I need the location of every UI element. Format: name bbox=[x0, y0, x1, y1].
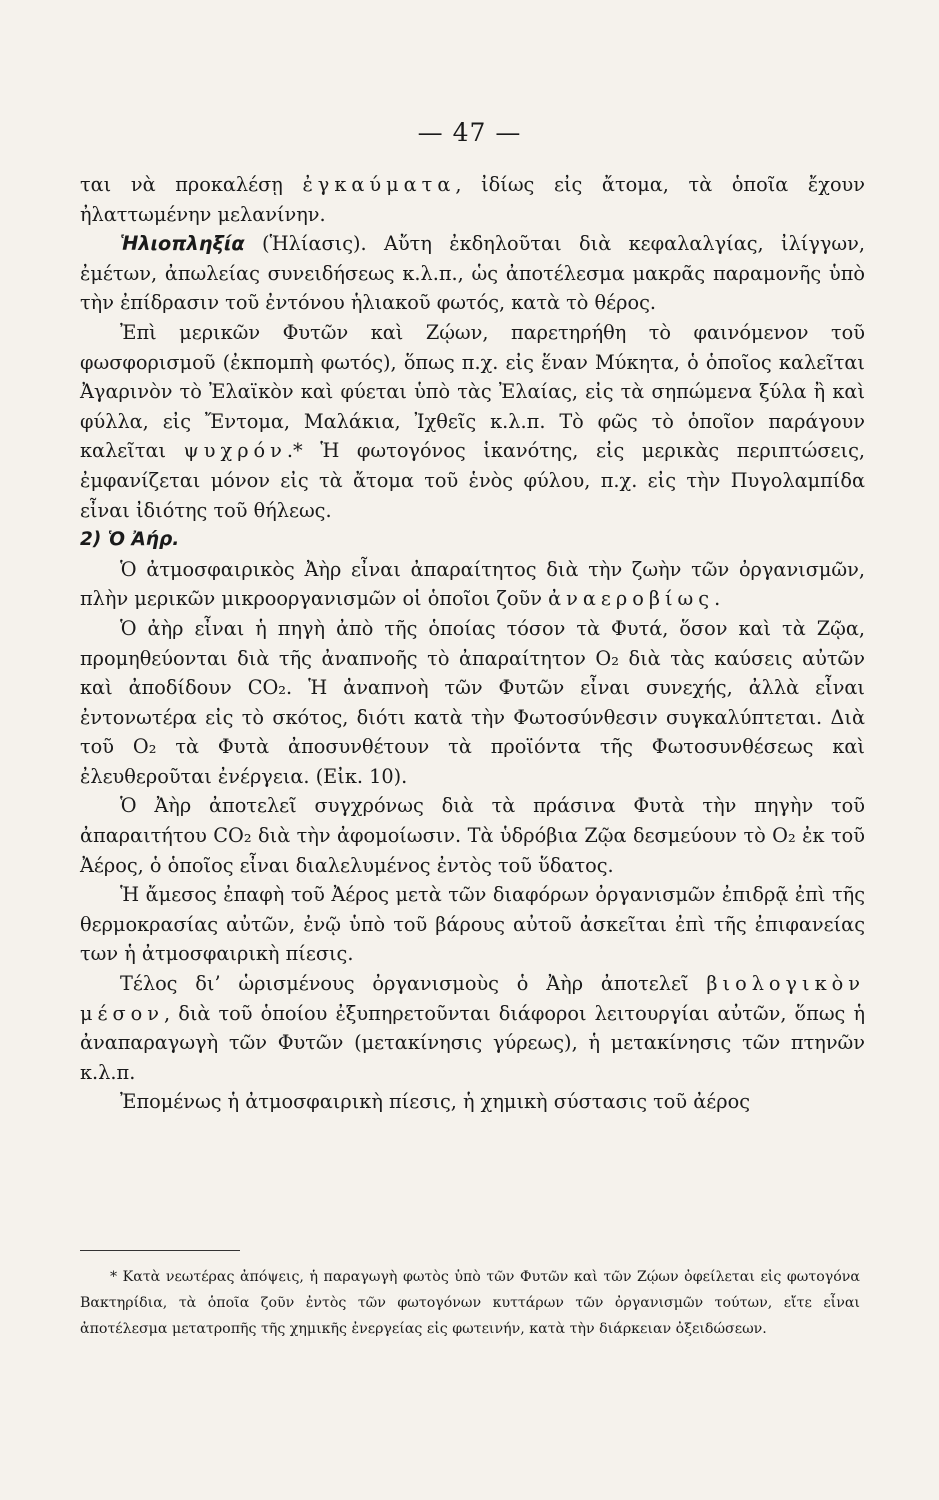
paragraph bbox=[80, 229, 865, 318]
text-run: , ἰδίως εἰς ἄτομα, τὰ ὁποῖα ἔχουν ἠλαττωμένην μελανίνην. bbox=[80, 173, 865, 226]
paragraph: Ἡ ἄμεσος ἐπαφὴ τοῦ Ἀέρος μετὰ τῶν διαφόρων ὀργανισμῶν ἐπιδρᾷ ἐπὶ τῆς θερμοκρασίας αὐτῶν, ἐνῷ ὑπὸ τοῦ βάρους αὐτοῦ ἀσκεῖται ἐπὶ τῆς ἐπιφανείας των ἡ ἀτμοσφαιρικὴ πίεσις. bbox=[80, 883, 865, 966]
footnote-text: * Κατὰ νεωτέρας ἀπόψεις, ἡ παραγωγὴ φωτὸς ὑπὸ τῶν Φυτῶν καὶ τῶν Ζῴων ὀφείλεται εἰς φωτογόνα Βακτηρίδια, τὰ ὁποῖα ζοῦν ἐντὸς τῶν φωτογόνων κυττάρων τῶν ὀργανισμῶν τούτων, εἴτε εἶναι ἀποτέλεσμα μετατροπῆς τῆς χημικῆς ἐνεργείας εἰς φωτεινήν, κατὰ τὴν διάρκειαν ὀξειδώσεων. bbox=[80, 1269, 860, 1337]
paragraph: Ἐπομένως ἡ ἀτμοσφαιρικὴ πίεσις, ἡ χημικὴ σύστασις τοῦ ἀέρος bbox=[120, 1090, 750, 1114]
spaced-term: βιολογικὸν μέσον bbox=[80, 972, 865, 1025]
text-run: Ἐπὶ μερικῶν Φυτῶν καὶ Ζῴων, παρετηρήθη τὸ φαινόμενον τοῦ φωσφορισμοῦ (ἐκπομπὴ φωτός), ὅπως π.χ. εἰς ἕναν Μύκητα, ὁ ὁποῖος καλεῖται Ἀγαρινὸν τὸ Ἐλαϊκὸν καὶ φύεται ὑπὸ τὰς Ἐλαίας, εἰς τὰ σηπώμενα ξύλα ἢ καὶ φύλλα, εἰς Ἔντομα, Μαλάκια, Ἰχθεῖς κ.λ.π. Τὸ φῶς τὸ ὁποῖον παράγουν καλεῖται bbox=[80, 320, 865, 463]
spaced-term: ἐγκαύματα bbox=[302, 173, 456, 196]
bold-term: Ἡλιοπληξία bbox=[120, 232, 245, 256]
page-number: — 47 — bbox=[417, 118, 522, 147]
text-run: ται νὰ προκαλέσῃ bbox=[80, 173, 303, 196]
paragraph bbox=[80, 170, 865, 229]
paragraph bbox=[80, 555, 865, 614]
footnote-divider bbox=[80, 1250, 240, 1251]
paragraph: Ὁ Ἀὴρ ἀποτελεῖ συγχρόνως διὰ τὰ πράσινα Φυτὰ τὴν πηγὴν τοῦ ἀπαραιτήτου CO₂ διὰ τὴν ἀφομοίωσιν. Τὰ ὑδρόβια Ζῷα δεσμεύουν τὸ O₂ ἐκ τοῦ Ἀέρος, ὁ ὁποῖος εἶναι διαλελυμένος ἐντὸς τοῦ ὕδατος. bbox=[80, 794, 865, 877]
text-run: .* Ἡ φωτογόνος ἱκανότης, εἰς μερικὰς περιπτώσεις, ἐμφανίζεται μόνον εἰς τὰ ἄτομα τοῦ ἑνὸς φύλου, π.χ. εἰς τὴν Πυγολαμπίδα εἶναι ἰδιότης τοῦ θήλεως. bbox=[80, 439, 865, 522]
spaced-term: ἀναεροβίως bbox=[548, 587, 715, 611]
footnote bbox=[80, 1264, 860, 1342]
text-run: , διὰ τοῦ ὁποίου ἐξυπηρετοῦνται διάφοροι λειτουργίαι αὐτῶν, ὅπως ἡ ἀναπαραγωγὴ τῶν Φυτῶν (μετακίνησις γύρεως), ἡ μετακίνησις τῶν πτηνῶν κ.λ.π. bbox=[80, 1001, 865, 1084]
section-heading: 2) Ὁ Ἀήρ. bbox=[80, 529, 180, 551]
text-run: . bbox=[714, 587, 721, 611]
paragraph bbox=[80, 318, 865, 525]
body-text bbox=[80, 170, 865, 1117]
paragraph: Ὁ ἀὴρ εἶναι ἡ πηγὴ ἀπὸ τῆς ὁποίας τόσον τὰ Φυτά, ὅσον καὶ τὰ Ζῷα, προμηθεύονται διὰ τῆς ἀναπνοῆς τὸ ἀπαραίτητον O₂ διὰ τὰς καύσεις αὐτῶν καὶ ἀποδίδουν CO₂. Ἡ ἀναπνοὴ τῶν Φυτῶν εἶναι συνεχής, ἀλλὰ εἶναι ἐντονωτέρα εἰς τὸ σκότος, διότι κατὰ τὴν Φωτοσύνθεσιν συγκαλύπτεται. Διὰ τοῦ O₂ τὰ Φυτὰ ἀποσυνθέτουν τὰ προϊόντα τῆς Φωτοσυνθέσεως καὶ ἐλευθεροῦται ἐνέργεια. (Εἰκ. 10). bbox=[80, 616, 865, 788]
text-run: (Ἡλίασις). Αὔτη ἐκδηλοῦται διὰ κεφαλαλγίας, ἰλίγγων, ἐμέτων, ἀπωλείας συνειδήσεως κ.λ.π., ὡς ἀποτέλεσμα μακρᾶς παραμονῆς ὑπὸ τὴν ἐπίδρασιν τοῦ ἐντόνου ἡλιακοῦ φωτός, κατὰ τὸ θέρος. bbox=[80, 232, 865, 315]
paragraph bbox=[80, 969, 865, 1087]
text-run: Τέλος δι’ ὡρισμένους ὀργανισμοὺς ὁ Ἀὴρ ἀποτελεῖ bbox=[120, 972, 707, 996]
text-run: Ὁ ἀτμοσφαιρικὸς Ἀὴρ εἶναι ἀπαραίτητος διὰ τὴν ζωὴν τῶν ὀργανισμῶν, πλὴν μερικῶν μικροοργανισμῶν οἱ ὁποῖοι ζοῦν bbox=[80, 557, 865, 611]
spaced-term: ψυχρόν bbox=[183, 439, 287, 463]
